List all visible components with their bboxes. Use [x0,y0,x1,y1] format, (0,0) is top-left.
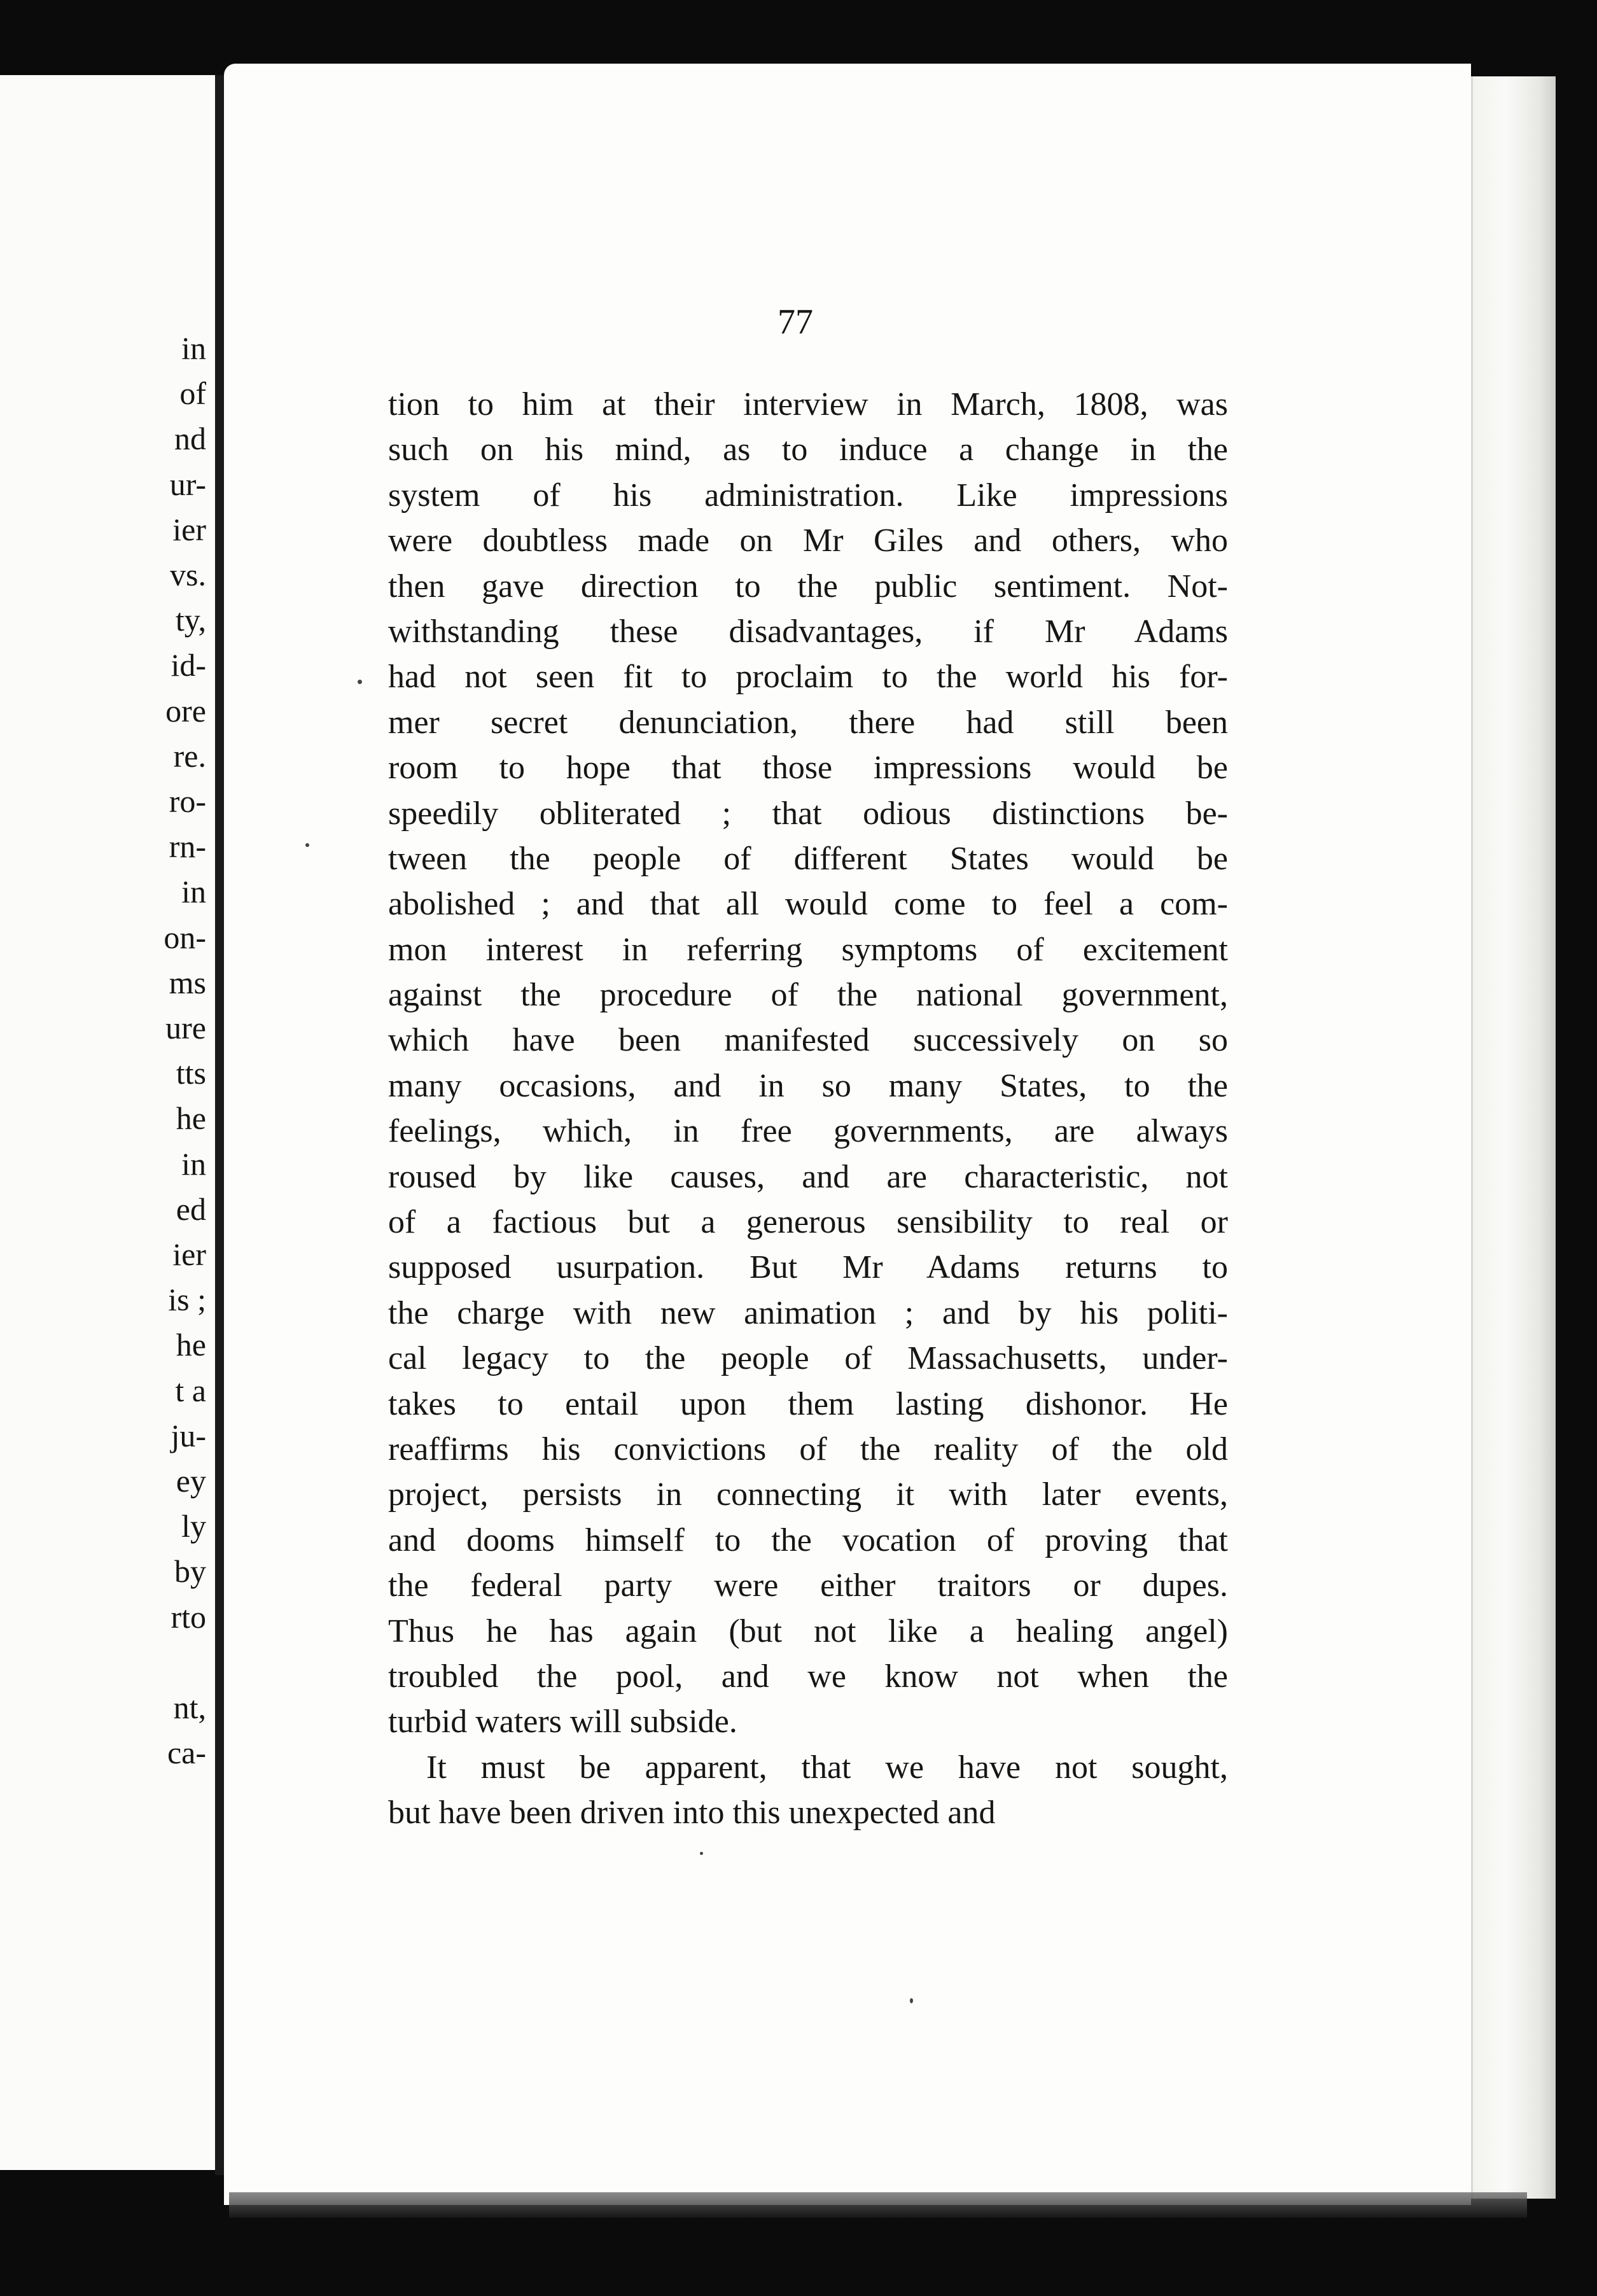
page-edge [1471,76,1556,2199]
left-page-fragment: ms [169,964,206,1000]
text-line: withstanding these disadvantages, if Mr Adams [388,613,1228,650]
left-page-fragment: ca- [167,1735,206,1771]
left-page-fragment: ty, [175,602,206,638]
left-page-fragment: on- [164,919,206,955]
page-number: 77 [778,302,813,342]
text-line: but have been driven into this unexpected and [388,1795,996,1831]
text-line: and dooms himself to the vocation of proving that [388,1522,1228,1558]
body-text [388,382,1228,1836]
text-line: troubled the pool, and we know not when the [388,1658,1228,1695]
text-line: cal legacy to the people of Massachusetts, under- [388,1340,1228,1377]
left-page-fragment: in [181,330,206,366]
left-page-fragment: he [176,1327,206,1363]
left-page-fragment: he [176,1100,206,1137]
left-page-fragment: id- [171,647,206,683]
left-page-fragment: ly [181,1508,206,1544]
left-page-fragment: nd [174,421,206,457]
text-line: which have been manifested successively on so [388,1022,1228,1059]
text-line: mer secret denunciation, there had still been [388,704,1228,741]
text-line: tion to him at their interview in March, 1808, was [388,386,1228,423]
left-page-fragment: vs. [170,557,206,592]
left-page-fragment: in [181,874,206,910]
left-page-fragment: ier [172,1236,206,1272]
text-line: supposed usurpation. But Mr Adams returns to [388,1249,1228,1286]
text-line: abolished ; and that all would come to feel a com- [388,886,1228,923]
text-line: feelings, which, in free governments, are always [388,1113,1228,1150]
text-line: such on his mind, as to induce a change in the [388,431,1228,468]
text-line: reaffirms his convictions of the reality of the old [388,1431,1228,1467]
left-page-fragment: rn- [169,829,206,865]
text-line: had not seen fit to proclaim to the world his for- [388,659,1228,696]
left-page-fragment: ro- [169,783,206,819]
left-page-fragment: ur- [169,466,206,502]
text-line: were doubtless made on Mr Giles and others, who [388,522,1228,559]
dust-speck [305,843,309,847]
left-page-fragment: by [174,1553,206,1590]
left-page-fragment: ju- [171,1417,206,1453]
book-gutter [215,75,224,2175]
text-line: Thus he has again (but not like a healing angel) [388,1613,1228,1649]
left-page-fragment: in [181,1145,206,1182]
dust-speck [358,680,362,684]
dust-speck [700,1852,703,1855]
left-page [0,75,215,2170]
text-line: tween the people of different States would be [388,840,1228,877]
left-page-fragment: t a [175,1372,206,1408]
text-line: roused by like causes, and are characteristic, not [388,1158,1228,1195]
text-line: project, persists in connecting it with later events, [388,1476,1228,1513]
text-line: against the procedure of the national government, [388,977,1228,1014]
text-line: takes to entail upon them lasting dishonor. He [388,1385,1228,1422]
left-page-fragment: rto [171,1599,206,1635]
left-page-fragment: ed [176,1191,206,1227]
paragraph-2 [388,1745,1228,1836]
text-line: the charge with new animation ; and by his politi- [388,1294,1228,1331]
text-line: of a factious but a generous sensibility to real or [388,1204,1228,1241]
text-line: room to hope that those impressions would be [388,750,1228,787]
text-line: then gave direction to the public sentiment. Not- [388,568,1228,605]
text-line: speedily obliterated ; that odious distinctions be- [388,795,1228,832]
text-line: It must be apparent, that we have not sought, [426,1749,1228,1786]
dust-speck [910,1998,913,2003]
left-page-fragment: ore [165,692,206,729]
page-bottom-shadow [229,2192,1527,2218]
left-page-fragment: re. [173,738,206,774]
left-page-fragment: ey [176,1463,206,1499]
left-page-fragment: of [179,375,206,412]
text-line: turbid waters will subside. [388,1704,737,1740]
left-page-fragment: is ; [168,1282,206,1318]
text-line: many occasions, and in so many States, to the [388,1067,1228,1104]
text-line: the federal party were either traitors or dupes. [388,1567,1228,1604]
left-page-fragment: nt, [173,1690,206,1725]
text-line: mon interest in referring symptoms of excitement [388,931,1228,968]
paragraph-1 [388,382,1228,1745]
left-page-fragment: ure [165,1010,206,1046]
text-line: system of his administration. Like impressions [388,477,1228,514]
left-page-fragment: ier [172,511,206,547]
left-page-fragment: tts [176,1055,206,1091]
